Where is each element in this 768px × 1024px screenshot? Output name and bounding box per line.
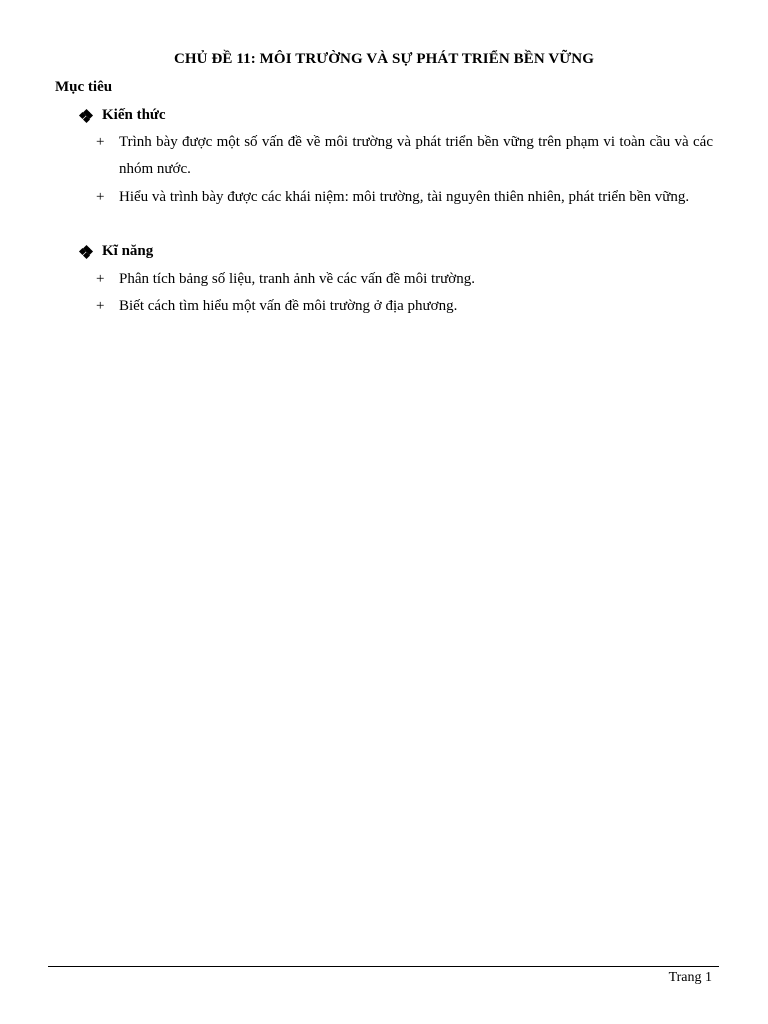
subheading-skills bbox=[80, 243, 153, 260]
diamond-bullet-icon bbox=[80, 110, 92, 122]
subheading-label: Kiến thức bbox=[102, 107, 166, 123]
list-item: Hiểu và trình bày được các khái niệm: môi trường, tài nguyên thiên nhiên, phát triển bền vững. bbox=[119, 189, 690, 205]
list-item: Trình bày được một số vấn đề về môi trường và phát triển bền vững trên phạm vi toàn cầu và các nhóm nước. bbox=[119, 134, 713, 177]
plus-bullet: + bbox=[96, 271, 105, 287]
list-item: Phân tích bảng số liệu, tranh ảnh về các vấn đề môi trường. bbox=[119, 271, 475, 287]
diamond-bullet-icon bbox=[80, 246, 92, 258]
page-title: CHỦ ĐỀ 11: MÔI TRƯỜNG VÀ SỰ PHÁT TRIỂN BỀN VỮNG bbox=[173, 51, 595, 67]
subheading-knowledge bbox=[80, 107, 166, 124]
page-number: Trang 1 bbox=[668, 970, 712, 985]
footer-divider bbox=[48, 966, 719, 967]
plus-bullet: + bbox=[96, 189, 105, 205]
section-heading-objectives: Mục tiêu bbox=[55, 79, 113, 95]
plus-bullet: + bbox=[96, 134, 105, 150]
plus-bullet: + bbox=[96, 298, 105, 314]
list-item: Biết cách tìm hiểu một vấn đề môi trường ở địa phương. bbox=[119, 298, 458, 314]
subheading-label: Kĩ năng bbox=[102, 243, 154, 259]
